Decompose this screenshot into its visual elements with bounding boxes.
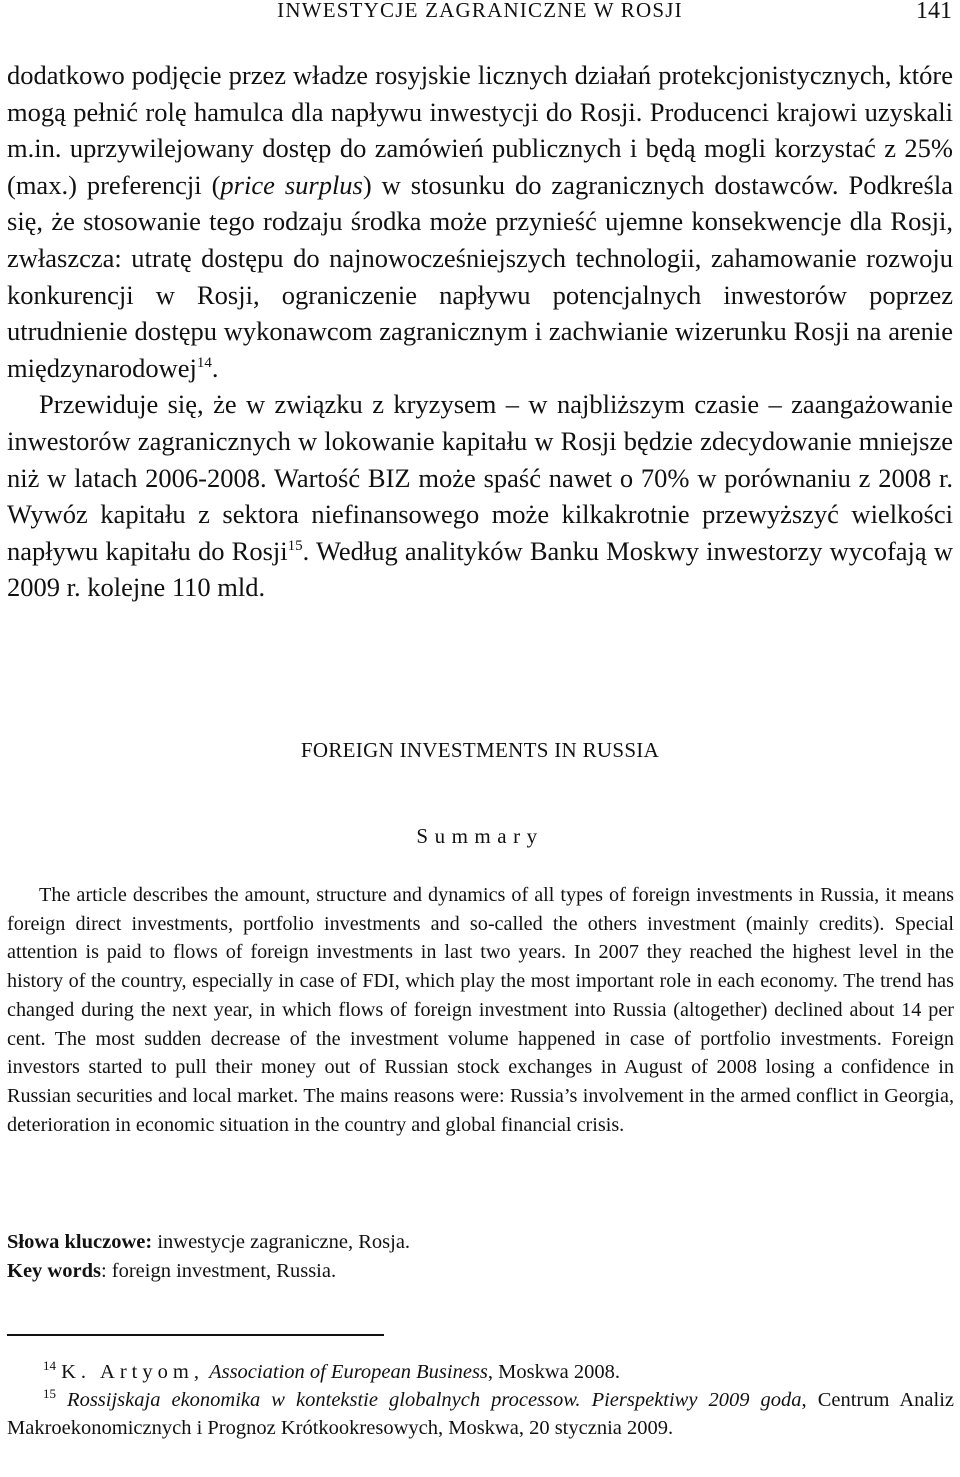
abstract xyxy=(7,881,954,1139)
footnote-ref-14: 14 xyxy=(196,354,212,371)
footnote-ref-15: 15 xyxy=(287,537,303,554)
keywords xyxy=(7,1228,954,1286)
page-number: 141 xyxy=(916,0,952,24)
footnotes xyxy=(7,1358,954,1443)
keywords-pl: Słowa kluczowe: inwestycje zagraniczne, Rosja. xyxy=(7,1231,411,1253)
abstract-text: The article describes the amount, structure and dynamics of all types of foreign investments in Russia, it means foreign direct investments, portfolio investments and so-called the others investment (mainly credits). Special attention is paid to flows of foreign investments in last two years. In 2007 they reached the highest level in the history of the country, especially in case of FDI, which play the most important role in each economy. The trend has changed during the next year, in which flows of foreign investment into Russia (altogether) declined about 14 per cent. The most sudden decrease of the investment volume happened in case of portfolio investments. Foreign investors started to pull their money out of Russian stock exchanges in August of 2008 losing a confidence in Russian securities and local market. The mains reasons were: Russia’s involvement in the armed conflict in Georgia, deterioration in economic situation in the country and global financial crisis. xyxy=(7,884,954,1136)
running-head: INWESTYCJE ZAGRANICZNE W ROSJI xyxy=(277,0,683,22)
body-paragraph-1: dodatkowo podjęcie przez władze rosyjskie licznych działań protekcjonistycznych, które mogą pełnić rolę hamulca dla napływu inwestycji do Rosji. Producenci krajowi uzyskali m.in. uprzywilejowany dostęp do zamówień publicznych i będą mogli korzystać z 25% (max.) preferencji (price surplus) w stosunku do zagranicznych dostawców. Podkreśla się, że stosowanie tego rodzaju środka może przynieść ujemne konsekwencje dla Rosji, zwłaszcza: utratę dostępu do najnowocześniejszych technologii, zahamowanie rozwoju konkurencji w Rosji, ograniczenie napływu potencjalnych inwestorów poprzez utrudnienie dostępu wykonawcom zagranicznym i zachwianie wizerunku Rosji na arenie międzynarodowej$^{14}$. xyxy=(7,60,953,383)
page-header xyxy=(0,0,960,40)
body-paragraph-2: Przewiduje się, że w związku z kryzysem – w najbliższym czasie – zaangażowanie inwestorów zagranicznych w lokowanie kapitału w Rosji będzie zdecydowanie mniejsze niż w latach 2006-2008. Wartość BIZ może spaść nawet o 70% w porównaniu z 2008 r. Wywóz kapitału z sektora niefinansowego może kilkakrotnie przewyższyć wielkości napływu kapitału do Rosji$^{15}$. Według analityków Banku Moskwy inwestorzy wycofają w 2009 r. kolejne 110 mld. xyxy=(7,389,953,603)
footnote-15: $^{15}$ Rossijskaja ekonomika w kontekstie globalnych processow. Pierspektiwy 2009 goda, Centrum Analiz Makroekonomicznych i Prognoz Krótkookresowych, Moskwa, 20 stycznia 2009. xyxy=(7,1386,954,1440)
keywords-pl-label: Słowa kluczowe: xyxy=(7,1231,153,1253)
summary-heading: Summary xyxy=(416,824,544,848)
summary-title: FOREIGN INVESTMENTS IN RUSSIA xyxy=(300,738,660,762)
keywords-en-label: Key words xyxy=(7,1260,101,1282)
body-text xyxy=(7,57,953,606)
footnote-14: $^{14}$ K. Artyom, Association of European Business, Moskwa 2008. xyxy=(43,1358,621,1383)
keywords-en: Key words: foreign investment, Russia. xyxy=(7,1260,337,1282)
footnote-divider xyxy=(7,1334,384,1336)
